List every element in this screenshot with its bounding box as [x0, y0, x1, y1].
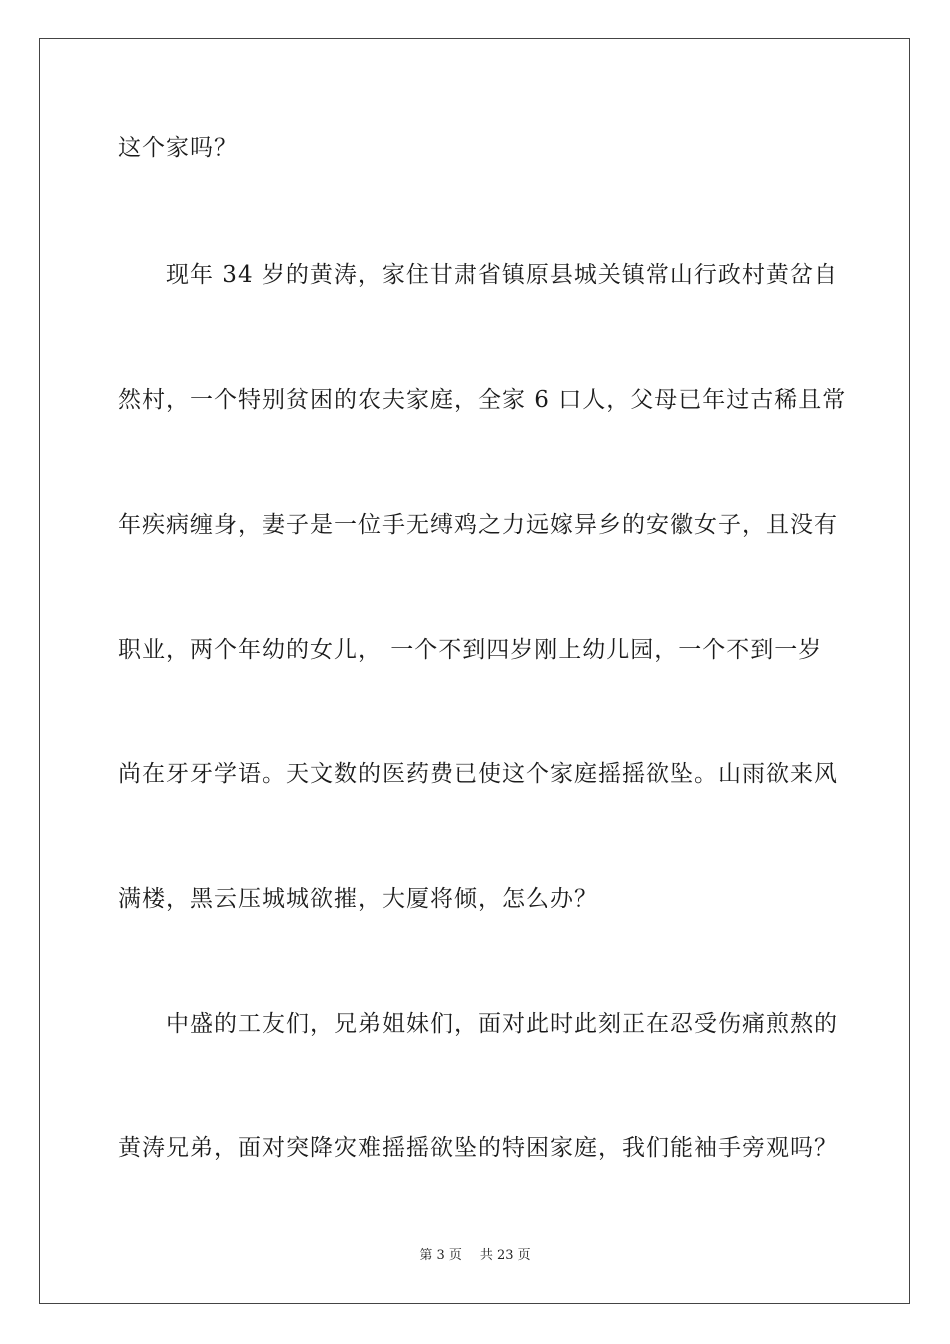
text-line-9: 黄涛兄弟，面对突降灾难摇摇欲坠的特困家庭，我们能袖手旁观吗？ [118, 1135, 838, 1161]
text-line-5: 职业，两个年幼的女儿， 一个不到四岁刚上幼儿园，一个不到一岁 [118, 637, 823, 663]
text-line-6: 尚在牙牙学语。天文数的医药费已使这个家庭摇摇欲坠。山雨欲来风 [118, 761, 838, 787]
text-line-1: 这个家吗？ [118, 135, 238, 161]
page-total: 共 23 页 [479, 1248, 531, 1263]
text-line-3: 然村，一个特别贫困的农夫家庭，全家 6 口人，父母已年过古稀且常 [118, 387, 847, 413]
text-line-4: 年疾病缠身，妻子是一位手无缚鸡之力远嫁异乡的安徽女子，且没有 [118, 512, 838, 538]
page-number: 第 3 页 [419, 1248, 462, 1263]
page-border [39, 38, 910, 1304]
page-footer [0, 1247, 950, 1265]
text-line-8: 中盛的工友们，兄弟姐妹们，面对此时此刻正在忍受伤痛煎熬的 [166, 1011, 838, 1037]
text-line-2: 现年 34 岁的黄涛，家住甘肃省镇原县城关镇常山行政村黄岔自 [166, 262, 838, 288]
text-line-7: 满楼，黑云压城城欲摧，大厦将倾，怎么办？ [118, 886, 598, 912]
